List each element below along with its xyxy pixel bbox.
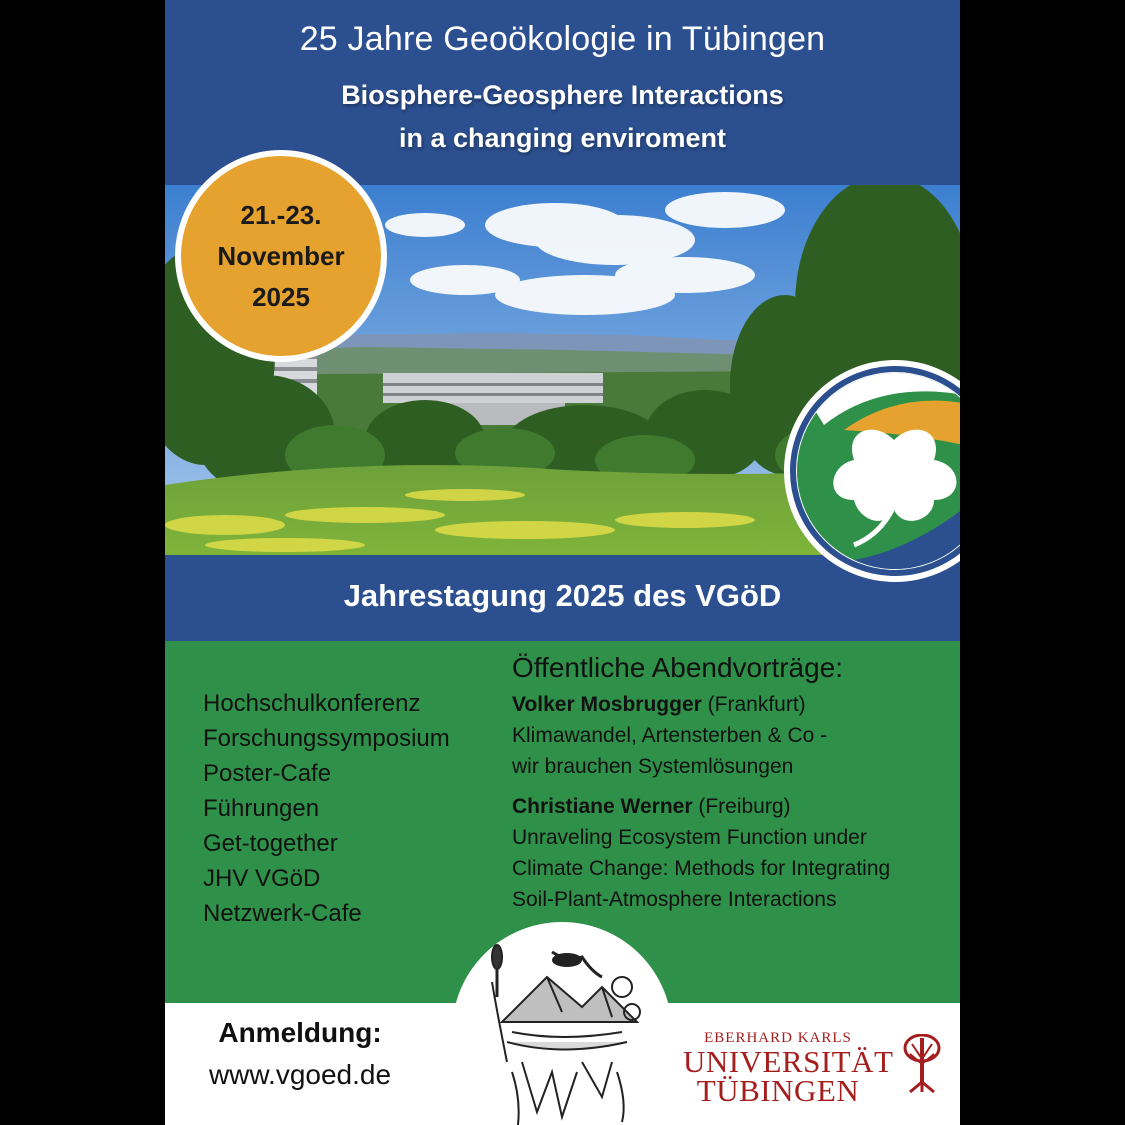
subtitle-line-2: in a changing enviroment — [398, 123, 727, 153]
university-logo — [683, 1030, 894, 1108]
program-list — [203, 686, 450, 931]
registration-label: Anmeldung: — [218, 1017, 382, 1048]
mountain-lizard-illustration-icon — [452, 922, 672, 1125]
list-item: Get-together — [203, 830, 338, 857]
talk-title-line: Unraveling Ecosystem Function under — [512, 826, 867, 849]
talk-city: (Freiburg) — [698, 795, 791, 818]
list-item: JHV VGöD — [203, 865, 321, 892]
poster — [165, 0, 960, 1125]
poster-subtitle — [165, 74, 960, 160]
uni-line-3: TÜBINGEN — [696, 1073, 860, 1108]
conference-title: Jahrestagung 2025 des VGöD — [343, 578, 782, 613]
talks-heading: Öffentliche Abendvorträge: — [512, 652, 844, 683]
list-item: Hochschulkonferenz — [203, 690, 421, 717]
talk-title-line: Climate Change: Methods for Integrating — [512, 857, 891, 880]
talk-title-line: Soil-Plant-Atmosphere Interactions — [512, 888, 837, 911]
talk-item — [512, 791, 952, 915]
evening-talks — [512, 651, 952, 924]
registration-url[interactable]: www.vgoed.de — [208, 1059, 392, 1090]
talk-speaker: Volker Mosbrugger — [512, 693, 702, 716]
poster-title: 25 Jahre Geoökologie in Tübingen — [299, 20, 826, 58]
nature-emblem — [452, 922, 672, 1125]
leaf-logo-icon — [784, 360, 960, 582]
vgoed-logo — [784, 360, 960, 582]
palm-tree-icon — [902, 1034, 942, 1094]
list-item: Poster-Cafe — [203, 760, 332, 787]
talk-title-line: wir brauchen Systemlösungen — [512, 755, 794, 778]
date-month: November — [217, 240, 345, 271]
subtitle-line-1: Biosphere-Geosphere Interactions — [341, 80, 784, 110]
date-badge — [175, 150, 387, 362]
talk-title-line: Klimawandel, Artensterben & Co - — [512, 724, 828, 747]
talk-item — [512, 689, 952, 782]
list-item: Führungen — [203, 795, 320, 822]
registration — [165, 1017, 435, 1091]
talk-city: (Frankfurt) — [707, 693, 806, 716]
list-item: Netzwerk-Cafe — [203, 900, 362, 927]
list-item: Forschungssymposium — [203, 725, 450, 752]
uni-line-2: UNIVERSITÄT — [683, 1044, 894, 1079]
date-year: 2025 — [252, 281, 310, 312]
uni-line-1: EBERHARD KARLS — [704, 1030, 852, 1046]
date-days: 21.-23. — [240, 199, 322, 230]
talk-speaker: Christiane Werner — [512, 795, 693, 818]
